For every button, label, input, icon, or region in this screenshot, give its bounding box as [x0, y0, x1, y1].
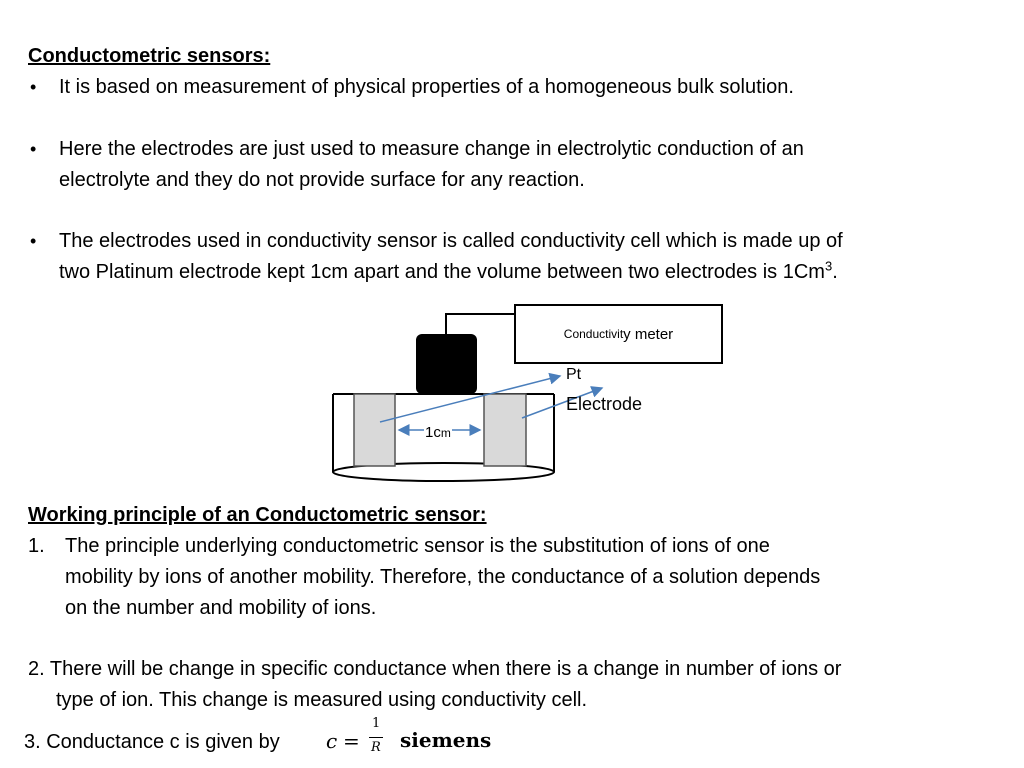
formula-numerator: 1 — [372, 716, 381, 731]
item-1-line-2: mobility by ions of another mobility. Therefore, the conductance of a solution depends — [65, 566, 821, 588]
formula-equals: = — [343, 729, 360, 753]
section-heading: Conductometric sensors: — [28, 45, 271, 67]
electrode-label: Electrode — [566, 394, 643, 414]
bullet-marker: • — [30, 231, 37, 251]
distance-label-unit: m — [440, 426, 451, 440]
item-1-line-3: on the number and mobility of ions. — [65, 597, 377, 619]
period: . — [832, 261, 838, 283]
meter-label-part-2: y meter — [623, 325, 674, 343]
bullet-1-text: It is based on measurement of physical properties of a homogeneous bulk solution. — [59, 76, 794, 98]
electrode-left — [354, 394, 395, 466]
formula-variable: c — [326, 729, 338, 753]
bullet-marker: • — [30, 139, 37, 159]
distance-label — [424, 424, 452, 442]
conductivity-meter-box — [514, 304, 723, 364]
sensor-cap — [416, 334, 477, 394]
bullet-2-line-2: electrolyte and they do not provide surface for any reaction. — [59, 169, 585, 191]
superscript-3: 3 — [824, 258, 833, 274]
fraction-bar — [369, 737, 383, 738]
wire — [446, 314, 514, 335]
item-1-line-1: The principle underlying conductometric sensor is the substitution of ions of one — [65, 535, 770, 557]
item-2-line-1: 2. There will be change in specific conductance when there is a change in number of ions or — [28, 658, 842, 680]
item-1-number: 1. — [28, 535, 45, 557]
distance-label-main: 1c — [425, 424, 441, 441]
meter-label-part-1: Conductivit — [563, 327, 624, 341]
pt-label: Pt — [566, 366, 582, 383]
item-2-line-2: type of ion. This change is measured using conductivity cell. — [56, 689, 588, 711]
bullet-3-line-2-text: two Platinum electrode kept 1cm apart and the volume between two electrodes is 1Cm — [59, 261, 825, 283]
electrode-right — [484, 394, 526, 466]
formula-denominator: R — [371, 740, 381, 755]
bullet-3-line-1: The electrodes used in conductivity sensor is called conductivity cell which is made up of — [59, 230, 843, 252]
item-3-text: 3. Conductance c is given by — [24, 731, 280, 753]
bullet-2-line-1: Here the electrodes are just used to measure change in electrolytic conduction of an — [59, 138, 804, 160]
bullet-marker: • — [30, 77, 37, 97]
section-heading-working-principle: Working principle of an Conductometric sensor: — [28, 504, 487, 526]
formula-unit: siemens — [400, 728, 492, 752]
